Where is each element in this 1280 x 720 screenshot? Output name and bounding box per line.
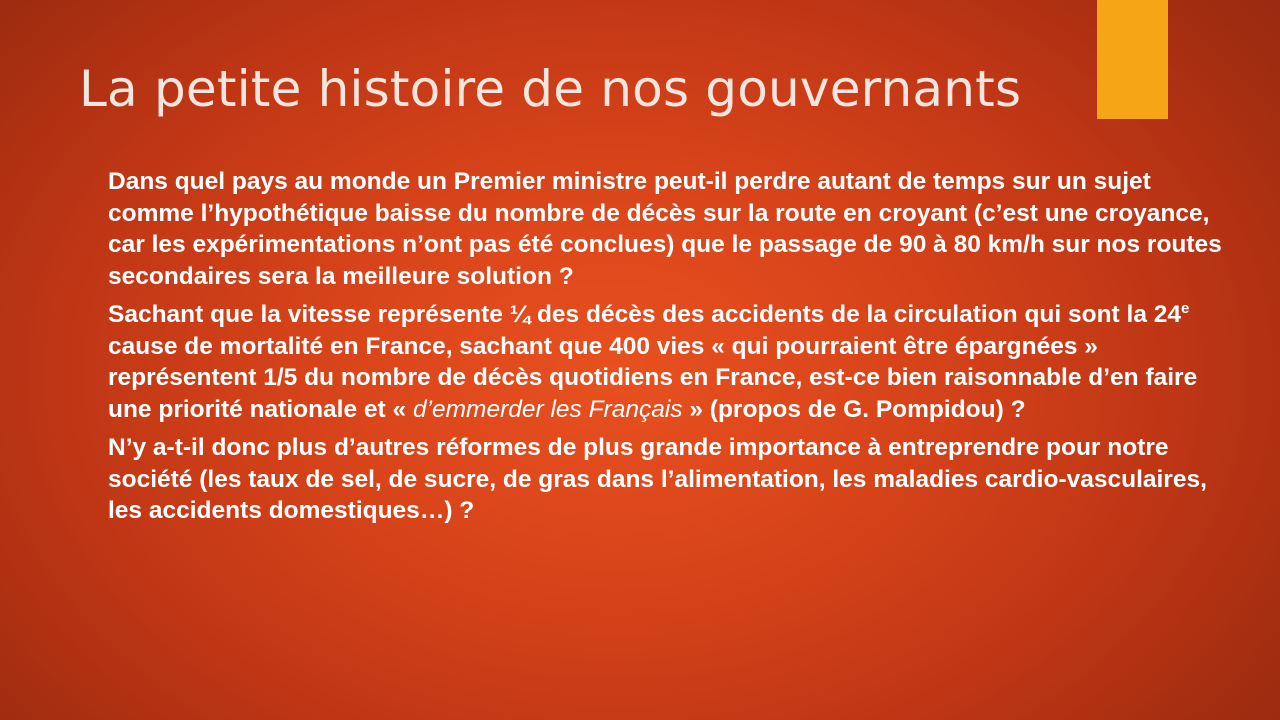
paragraph-3-text: N’y a-t-il donc plus d’autres réformes de plus grande importance à entreprendre pour notre société (les taux de sel, de sucre, de gras dans l’alimentation, les maladies cardio-vasculaires, les accidents domestiques…) ? [108, 434, 1207, 524]
slide-body [82, 166, 1222, 534]
paragraph-2-superscript: e [1181, 300, 1190, 317]
paragraph-2-text-part2: cause de mortalité en France, sachant que 400 vies « qui pourraient être épargnées » représentent 1/5 du nombre de décès quotidiens en France, est-ce bien raisonnable d’en faire une priorité nationale et « [108, 332, 1198, 423]
paragraph-2 [82, 299, 1222, 425]
accent-block [1097, 0, 1168, 119]
paragraph-1 [82, 166, 1222, 292]
paragraph-3 [82, 432, 1222, 527]
slide-title: La petite histoire de nos gouvernants [79, 60, 1022, 118]
paragraph-2-quote: d’emmerder les Français [412, 395, 683, 423]
paragraph-2-text-part1: Sachant que la vitesse représente ¼ des décès des accidents de la circulation qui sont la 24 [108, 301, 1181, 328]
paragraph-1-text: Dans quel pays au monde un Premier ministre peut-il perdre autant de temps sur un sujet comme l’hypothétique baisse du nombre de décès sur la route en croyant (c’est une croyance, car les expérimentations n’ont pas été conclues) que le passage de 90 à 80 km/h sur nos routes secondaires sera la meilleure solution ? [108, 168, 1222, 290]
paragraph-2-text-part3: » (propos de G. Pompidou) ? [682, 395, 1026, 423]
